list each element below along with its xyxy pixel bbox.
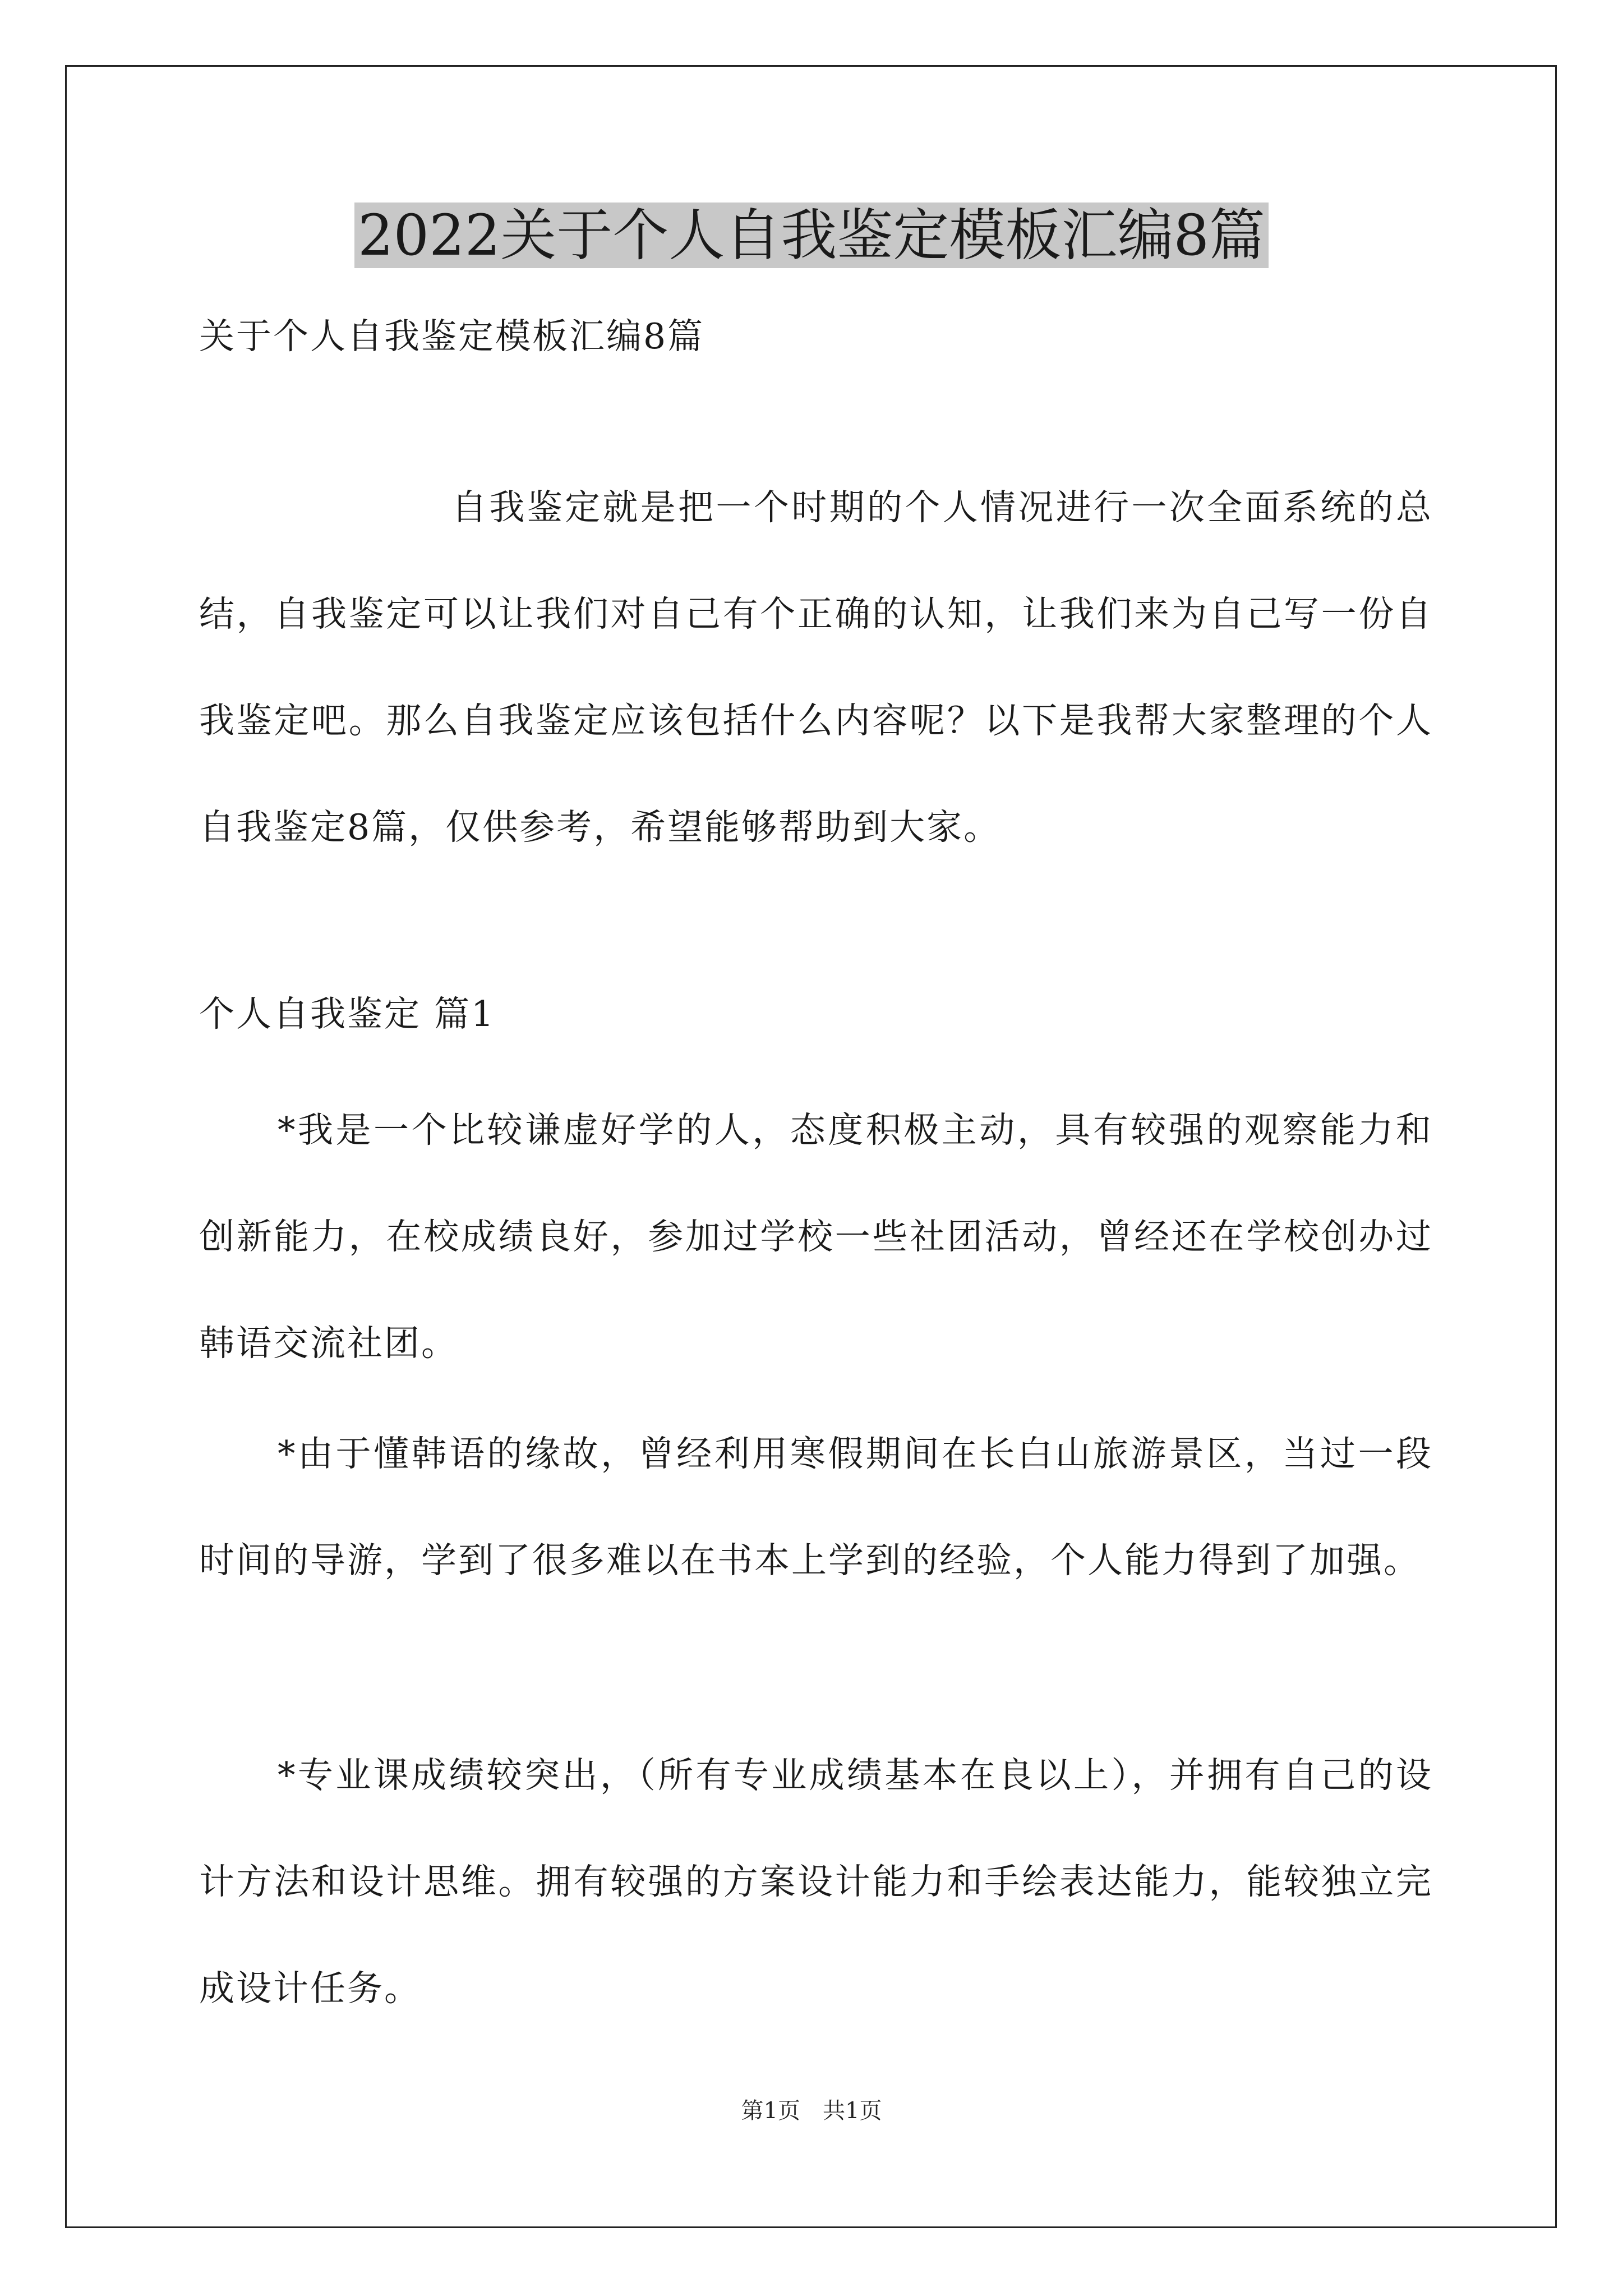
body-paragraph-2: *由于懂韩语的缘故，曾经利用寒假期间在长白山旅游景区，当过一段时间的导游，学到了很多难以在书本上学到的经验，个人能力得到了加强。 <box>199 1433 1433 1581</box>
section-heading: 个人自我鉴定 篇1 <box>199 993 496 1034</box>
page-number-footer: 第1页 共1页 <box>741 2098 882 2124</box>
intro-paragraph: 自我鉴定就是把一个时期的个人情况进行一次全面系统的总结，自我鉴定可以让我们对自己有个正确的认知，让我们来为自己写一份自我鉴定吧。那么自我鉴定应该包括什么内容呢？以下是我帮大家整理的个人自我鉴定8篇，仅供参考，希望能够帮助到大家。 <box>199 487 1433 848</box>
document-title <box>0 199 1623 272</box>
body-paragraph-1: *我是一个比较谦虚好学的人，态度积极主动，具有较强的观察能力和创新能力，在校成绩良好，参加过学校一些社团活动，曾经还在学校创办过韩语交流社团。 <box>199 1110 1433 1364</box>
body-paragraph-3: *专业课成绩较突出，（所有专业成绩基本在良以上），并拥有自己的设计方法和设计思维。拥有较强的方案设计能力和手绘表达能力，能较独立完成设计任务。 <box>199 1755 1433 2009</box>
document-subtitle: 关于个人自我鉴定模板汇编8篇 <box>199 316 705 357</box>
document-title-text: 2022关于个人自我鉴定模板汇编8篇 <box>354 203 1269 268</box>
